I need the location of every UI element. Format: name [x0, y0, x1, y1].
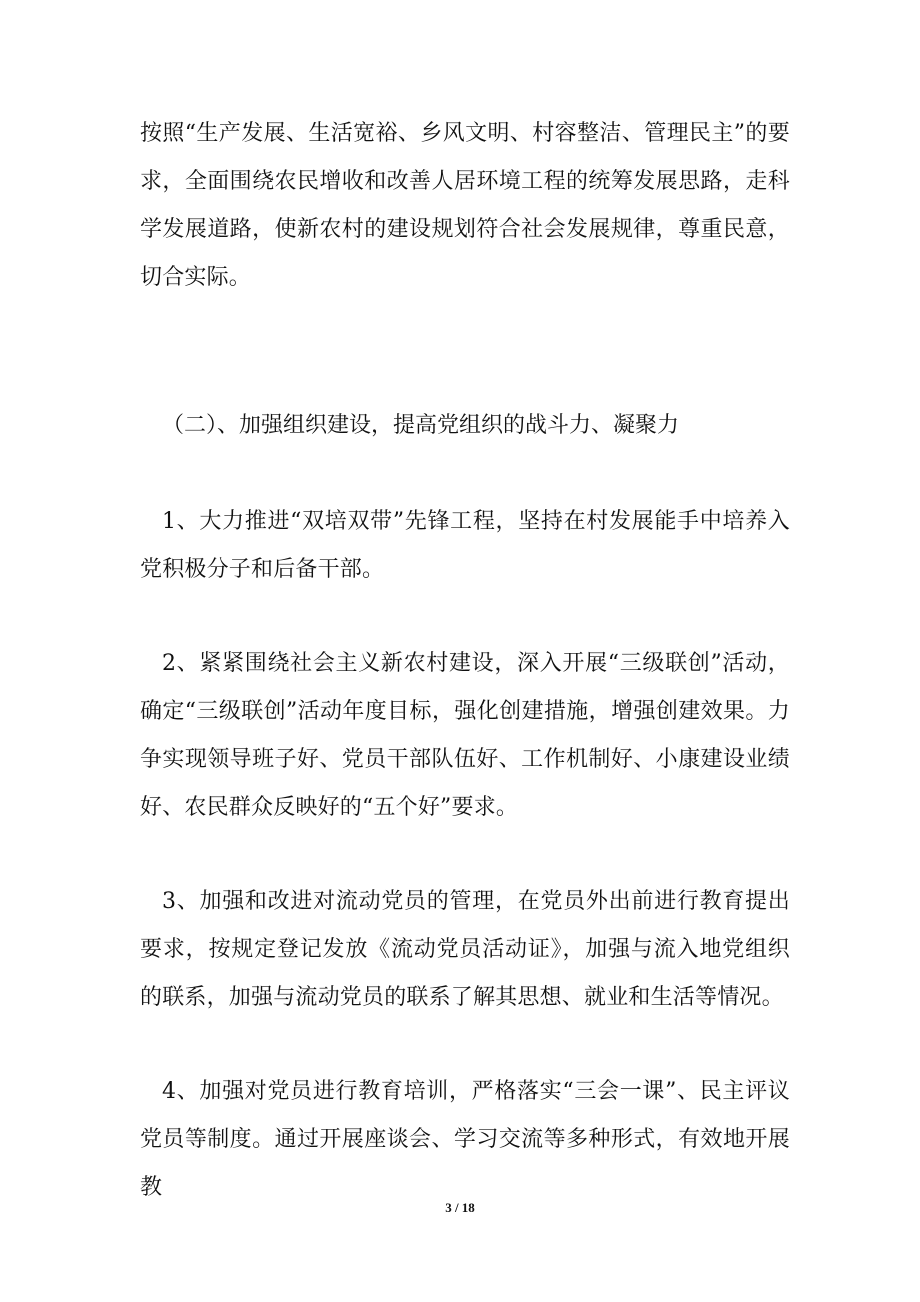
- paragraph-intro: 按照“生产发展、生活宽裕、乡风文明、村容整洁、管理民主”的要求，全面围绕农民增收和改善人居环境工程的统筹发展思路，走科学发展道路，使新农村的建设规划符合社会发展规律，尊重民意，切合实际。: [140, 121, 790, 290]
- page-number: 3 / 18: [445, 1200, 475, 1215]
- list-item-4: 4、加强对党员进行教育培训，严格落实“三会一课”、民主评议党员等制度。通过开展座谈会、学习交流等多种形式，有效地开展教: [140, 1079, 790, 1200]
- list-item-1: 1、大力推进“双培双带”先锋工程，坚持在村发展能手中培养入党积极分子和后备干部。: [140, 509, 790, 582]
- section-heading-2: （二）、加强组织建设，提高党组织的战斗力、凝聚力: [162, 413, 680, 438]
- list-item-2: 2、紧紧围绕社会主义新农村建设，深入开展“三级联创”活动，确定“三级联创”活动年度目标，强化创建措施，增强创建效果。力争实现领导班子好、党员干部队伍好、工作机制好、小康建设业绩好、农民群众反映好的“五个好”要求。: [140, 651, 790, 820]
- list-item-3: 3、加强和改进对流动党员的管理，在党员外出前进行教育提出要求，按规定登记发放《流动党员活动证》，加强与流入地党组织的联系，加强与流动党员的联系了解其思想、就业和生活等情况。: [140, 889, 790, 1010]
